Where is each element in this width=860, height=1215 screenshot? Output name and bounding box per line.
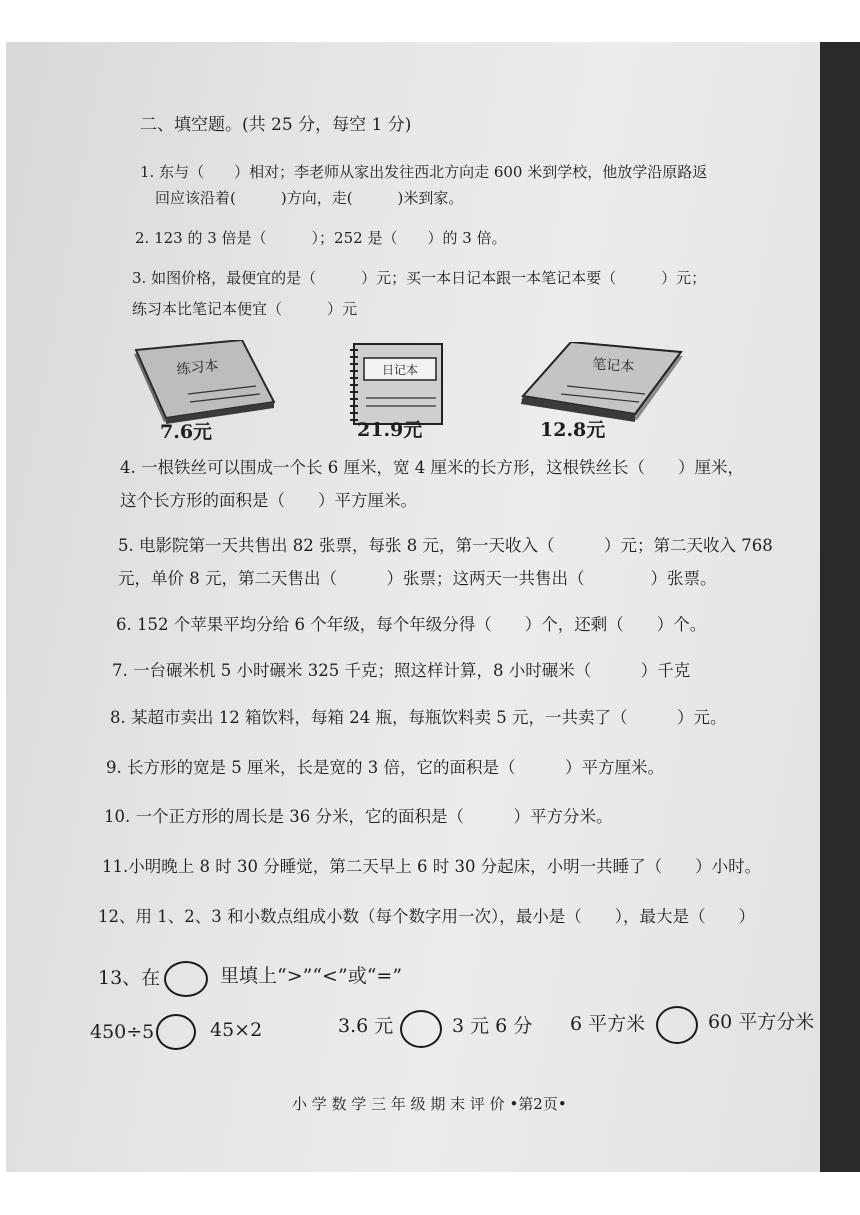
compare-c-right: 60 平方分米 [708,1011,815,1033]
compare-b-circle[interactable] [400,1010,442,1048]
compare-a-circle[interactable] [156,1014,196,1050]
question-1-line-2: 回应该沿着( )方向，走( )米到家。 [155,189,464,207]
question-9: 9. 长方形的宽是 5 厘米，长是宽的 3 倍，它的面积是（ ）平方厘米。 [106,758,664,777]
question-5-line-2: 元，单价 8 元，第二天售出（ ）张票；这两天一共售出（ ）张票。 [118,569,717,588]
compare-b-right: 3 元 6 分 [452,1015,533,1037]
question-3-line-2: 练习本比笔记本便宜（ ）元 [132,300,358,318]
exercise-book-price: 7.6元 [160,421,213,443]
question-13-prefix: 13、在 [98,967,161,989]
notebook-label: 笔记本 [591,356,635,376]
compare-b-left: 3.6 元 [338,1015,394,1037]
diary-price: 21.9元 [357,419,423,441]
question-6: 6. 152 个苹果平均分给 6 个年级，每个年级分得（ ）个，还剩（ ）个。 [116,615,707,634]
page-footer: 小 学 数 学 三 年 级 期 末 评 价 •第2页• [292,1095,567,1113]
question-12: 12、用 1、2、3 和小数点组成小数（每个数字用一次），最小是（ ），最大是（ ） [98,907,755,926]
question-1-line-1: 1. 东与（ ）相对；李老师从家出发往西北方向走 600 米到学校，他放学沿原路返 [140,163,708,181]
dark-edge [820,42,860,1172]
question-10: 10. 一个正方形的周长是 36 分米，它的面积是（ ）平方分米。 [104,807,613,826]
diary-label: 日记本 [381,363,419,377]
question-5-line-1: 5. 电影院第一天共售出 82 张票，每张 8 元，第一天收入（ ）元；第二天收入 768 [118,536,773,555]
diary-image [348,340,448,428]
example-circle [164,961,208,997]
compare-a-right: 45×2 [210,1019,263,1041]
exam-sheet [6,42,820,1172]
question-8: 8. 某超市卖出 12 箱饮料，每箱 24 瓶，每瓶饮料卖 5 元，一共卖了（ ）元。 [110,708,727,727]
compare-c-circle[interactable] [656,1006,698,1044]
notebook-image [517,342,687,427]
section-title: 二、填空题。(共 25 分，每空 1 分) [140,115,412,135]
exercise-book-label: 练习本 [175,357,220,379]
compare-a-left: 450÷5 [90,1021,155,1043]
question-3-line-1: 3. 如图价格，最便宜的是（ ）元；买一本日记本跟一本笔记本要（ ）元； [132,269,707,287]
compare-c-left: 6 平方米 [570,1013,646,1035]
question-11: 11.小明晚上 8 时 30 分睡觉，第二天早上 6 时 30 分起床，小明一共睡了（ ）小时。 [102,857,762,876]
question-4-line-1: 4. 一根铁丝可以围成一个长 6 厘米，宽 4 厘米的长方形，这根铁丝长（ ）厘米， [120,458,744,477]
question-2: 2. 123 的 3 倍是（ ）；252 是（ ）的 3 倍。 [135,229,507,247]
question-4-line-2: 这个长方形的面积是（ ）平方厘米。 [120,491,417,510]
notebook-price: 12.8元 [540,419,606,441]
question-13-instruction: 里填上“>”“<”或“=” [220,965,403,987]
question-7: 7. 一台碾米机 5 小时碾米 325 千克；照这样计算，8 小时碾米（ ）千克 [112,661,691,680]
